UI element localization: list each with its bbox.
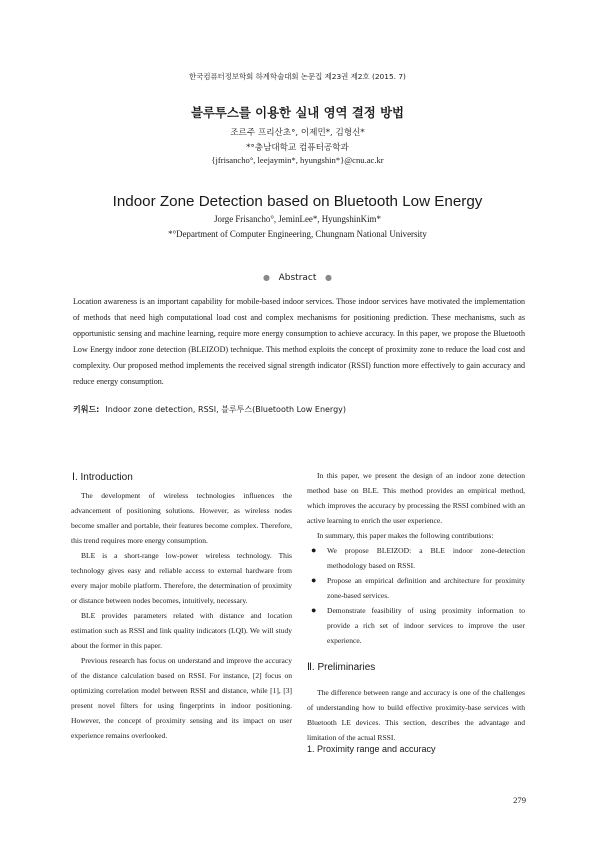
- contributions-list: [307, 543, 525, 648]
- paragraph: BLE is a short-range low-power wireless technology. This technology gives easy and reliable access to external hardware from every major mobile platform. Therefore, the determination of proximity or distance between nodes becomes, intuitively, necessary.: [71, 551, 292, 605]
- english-title: Indoor Zone Detection based on Bluetooth Low Energy: [112, 193, 483, 210]
- english-authors: Jorge Frisancho°, JeminLee*, HyungshinKim*: [214, 214, 381, 224]
- section-preliminaries-heading: Ⅱ. Preliminaries: [307, 662, 376, 673]
- bullet-icon: ●: [311, 605, 317, 615]
- paragraph: In summary, this paper makes the following contributions:: [317, 531, 494, 540]
- korean-authors: 조르주 프리산초°, 이제민*, 김형신*: [230, 128, 365, 138]
- paragraph: BLE provides parameters related with distance and location estimation such as RSSI and link quality indicators (LQI). We will study about the former in this paper.: [71, 611, 292, 650]
- keywords: [73, 404, 525, 415]
- abstract-body: Location awareness is an important capability for mobile-based indoor services. Those indoor services have motivated the implementation of methods that need high computational load cost and complex mechanisms for positioning prediction. These mechanisms, such as opportunistic sensing and machine learning, require more energy consumption to achieve accuracy. In this paper, we propose the Bluetooth Low Energy indoor zone detection (BLEIZOD) technique. This method exploits the concept of proximity zone to reduce the load cost and complexity. Our proposed method implements the received signal strength indicator (RSSI) function more effectively to gain accuracy and reduce energy consumption.: [73, 297, 525, 386]
- paragraph: The difference between range and accuracy is one of the challenges of understanding how to build effective proximity-base services with Bluetooth LE devices. This section, describes the advantage and limitation of the actual RSSI.: [307, 688, 525, 742]
- list-item-text: We propose BLEIZOD: a BLE indoor zone-detection methodology based on RSSI.: [327, 546, 525, 570]
- preliminaries-body: [307, 685, 525, 745]
- bullet-icon: ●: [311, 545, 317, 555]
- paragraph: Previous research has focus on understand and improve the accuracy of the distance calculation based on RSSI. For instance, [2] focus on optimizing correlation model between RSSI and distance, while [1], [3] present novel filters for using fingerprints in indoor positioning. However, the concept of proximity sensing and its impact on user experience remains overlooked.: [71, 656, 292, 740]
- list-item: [307, 573, 525, 603]
- korean-affiliation: *°충남대학교 컴퓨터공학과: [246, 143, 349, 153]
- paragraph: In this paper, we present the design of an indoor zone detection method base on BLE. This method provides an empirical method, which improves the accuracy by processing the RSSI combined with an active learning to enrich the user experience.: [307, 471, 525, 525]
- keywords-value: Indoor zone detection, RSSI, 블루투스(Bluetooth Low Energy): [105, 405, 347, 414]
- section-introduction-heading: Ⅰ. Introduction: [72, 472, 133, 483]
- korean-title: 블루투스를 이용한 실내 영역 결정 방법: [190, 105, 405, 120]
- english-affiliation: *°Department of Computer Engineering, Chungnam National University: [168, 229, 427, 239]
- paragraph: The development of wireless technologies influences the advancement of positioning solutions. However, as wireless nodes become smaller and portable, their features become complex. Therefore, this trend requires more energy consumption.: [71, 491, 292, 545]
- abstract-heading-label: Abstract: [278, 273, 317, 283]
- left-column: [71, 488, 292, 743]
- abstract-heading: [0, 273, 595, 283]
- author-emails: {jfrisancho°, leejaymin*, hyungshin*}@cnu.ac.kr: [211, 155, 384, 165]
- keywords-label: 키워드:: [73, 405, 100, 414]
- list-item: [307, 543, 525, 573]
- bullet-icon: ●: [263, 273, 271, 282]
- right-column: [307, 468, 525, 648]
- bullet-icon: ●: [324, 273, 332, 282]
- list-item-text: Propose an empirical definition and architecture for proximity zone-based services.: [327, 576, 525, 600]
- journal-header: 한국컴퓨터정보학회 하계학술대회 논문집 제23권 제2호 (2015. 7): [189, 72, 406, 81]
- list-item-text: Demonstrate feasibility of using proximity information to provide a rich set of indoor services to improve the user experience.: [327, 606, 525, 645]
- bullet-icon: ●: [311, 575, 317, 585]
- page-number: 279: [513, 795, 526, 805]
- list-item: [307, 603, 525, 648]
- subsection-heading: 1. Proximity range and accuracy: [307, 744, 436, 754]
